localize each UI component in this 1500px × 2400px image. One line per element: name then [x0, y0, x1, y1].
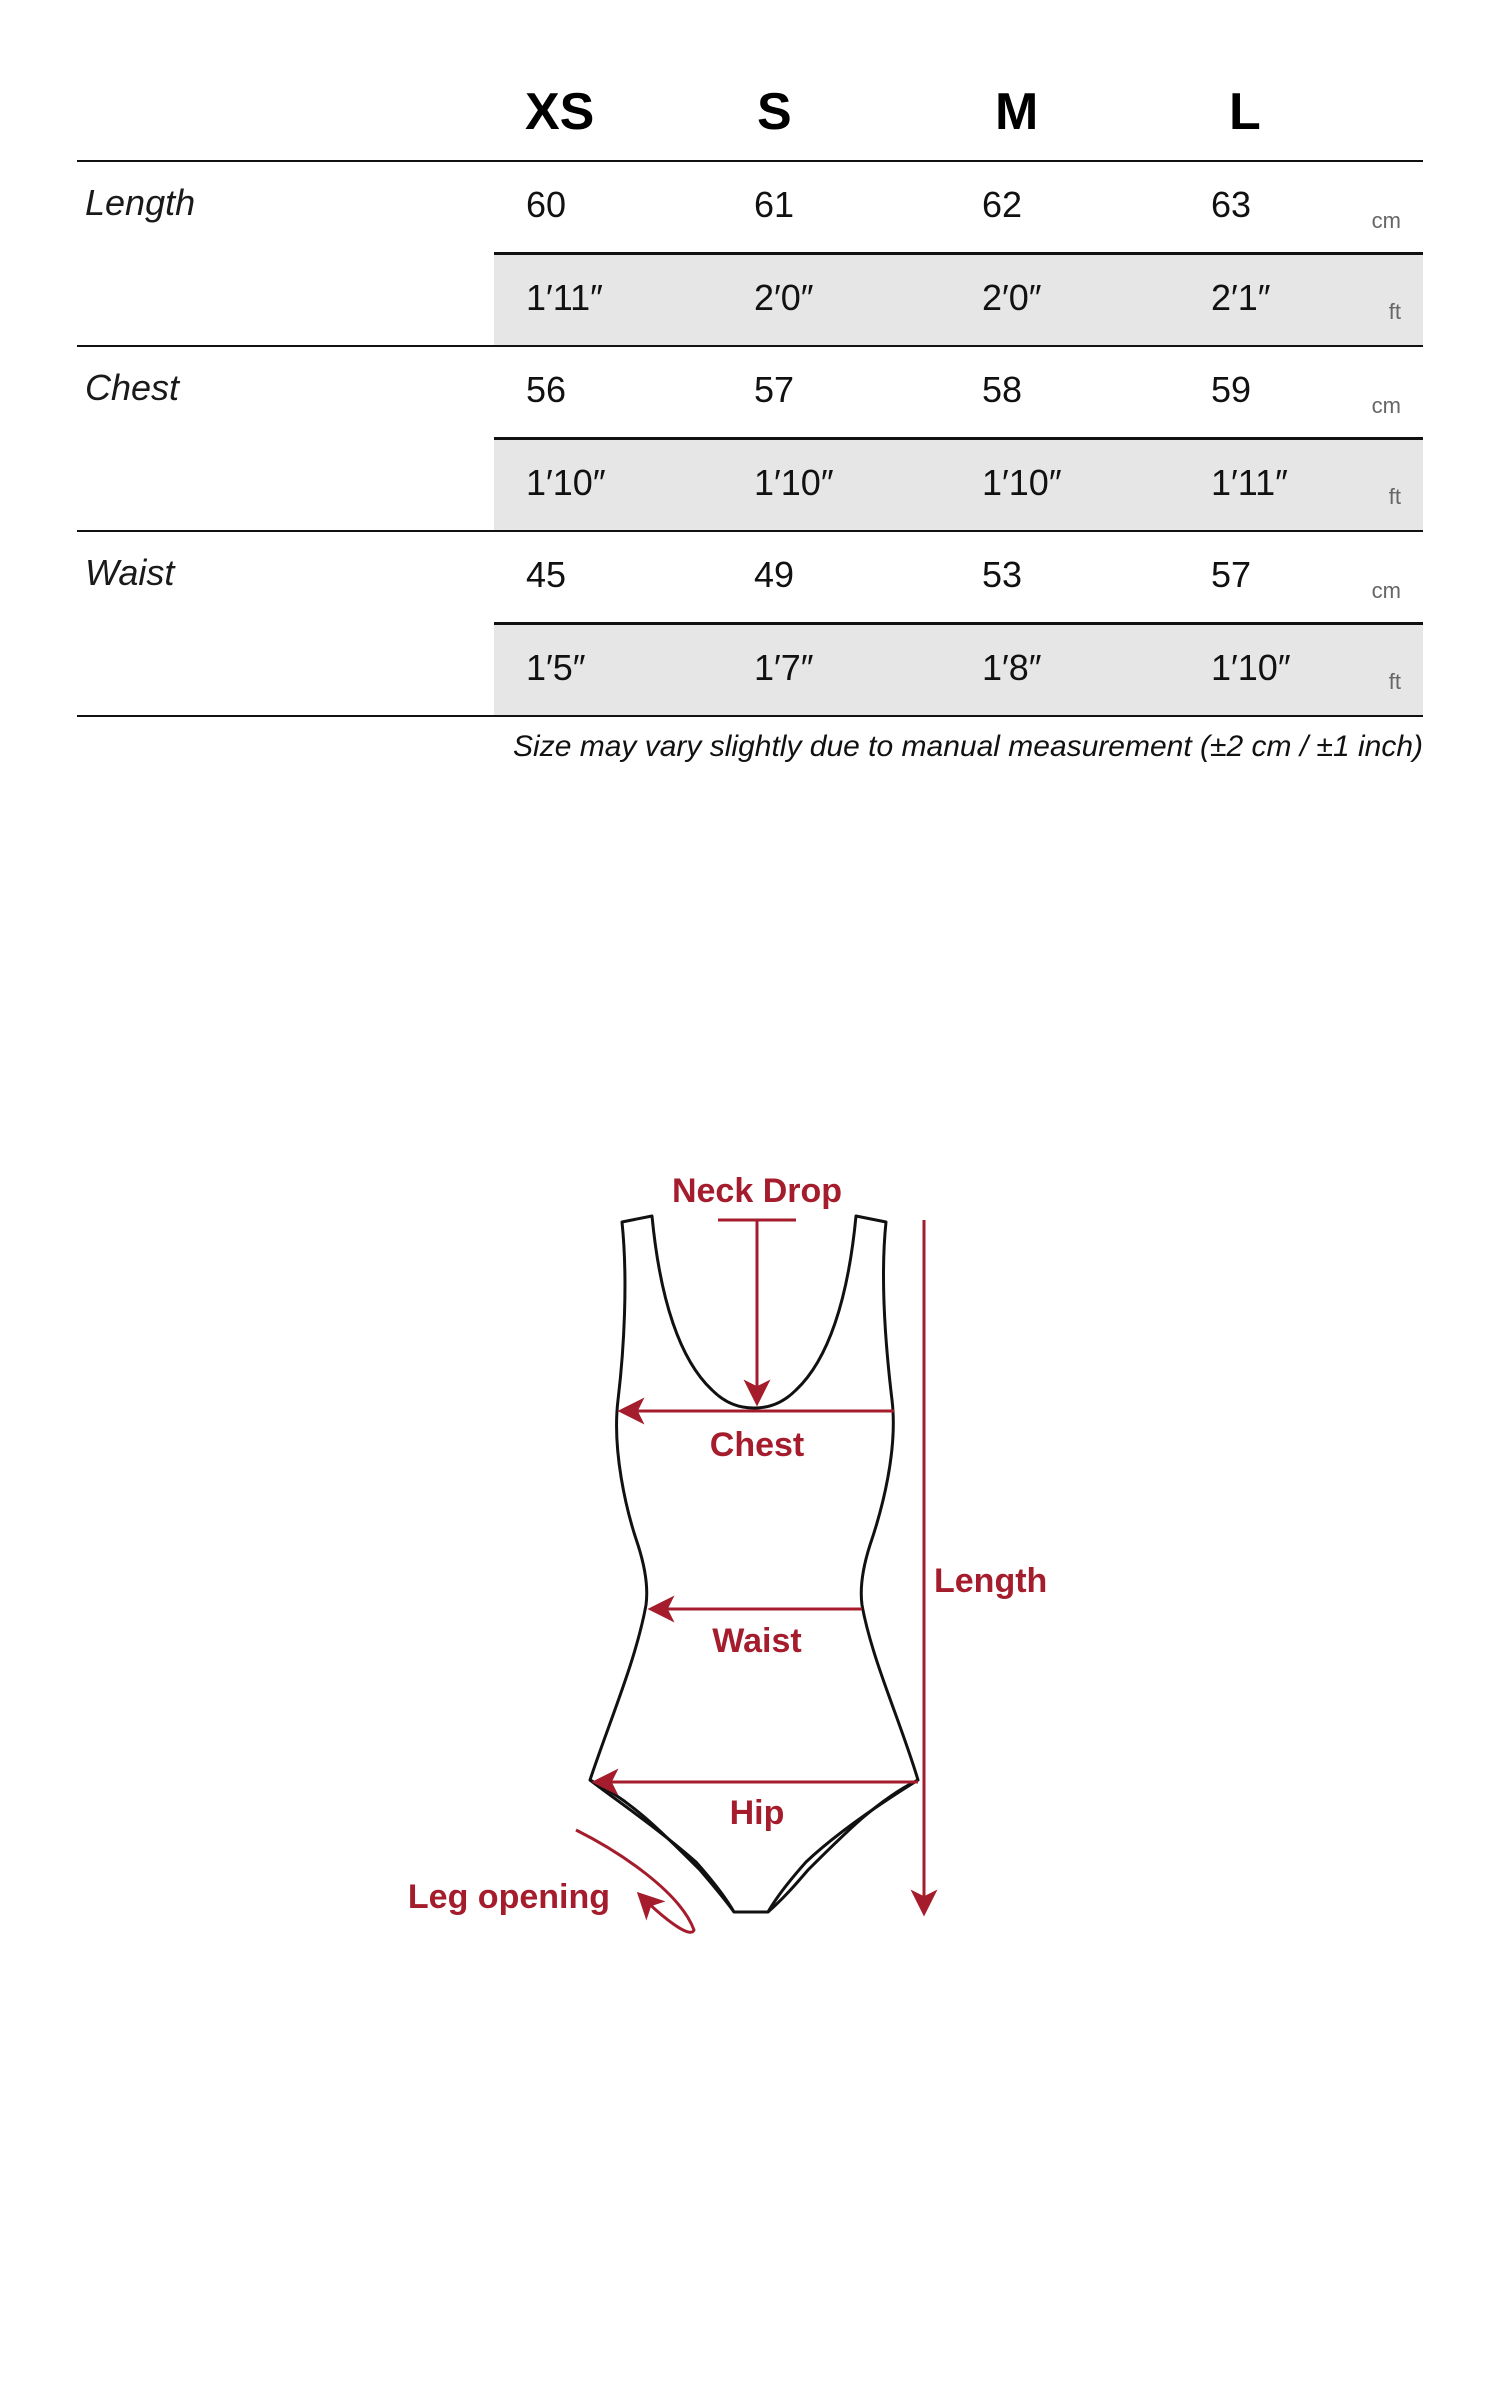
length-ft-s: 2′0″	[754, 277, 814, 318]
chest-ft-s: 1′10″	[754, 462, 834, 503]
length-cm-unit: cm	[1371, 208, 1401, 233]
waist-cm-l: 57	[1211, 554, 1252, 595]
size-chart-table	[77, 60, 1423, 763]
bodysuit-crotch-left	[590, 1780, 734, 1912]
chest-ft-xs: 1′10″	[526, 462, 606, 503]
size-header-s: S	[757, 83, 792, 141]
waist-cm-row	[494, 532, 1423, 625]
waist-cm-s: 49	[754, 554, 795, 595]
length-ft-row	[494, 255, 1423, 345]
chest-ft-l: 1′11″	[1211, 462, 1288, 503]
length-cm-xs: 60	[526, 184, 567, 225]
size-header-m: M	[995, 83, 1039, 141]
chest-cm-row	[494, 347, 1423, 440]
leg-opening-label: Leg opening	[407, 1878, 610, 1916]
chest-cm-l: 59	[1211, 369, 1252, 410]
chest-ft-m: 1′10″	[982, 462, 1062, 503]
waist-label: Waist	[712, 1622, 802, 1660]
waist-cm-m: 53	[982, 554, 1023, 595]
waist-ft-xs: 1′5″	[526, 647, 586, 688]
measurement-label-length: Length	[85, 182, 196, 223]
measurement-diagram	[0, 1100, 1500, 2000]
waist-ft-row	[494, 625, 1423, 715]
length-ft-xs: 1′11″	[526, 277, 603, 318]
size-header-row	[77, 60, 1423, 162]
length-cm-row	[494, 162, 1423, 255]
size-header-l: L	[1229, 83, 1261, 141]
waist-cm-xs: 45	[526, 554, 567, 595]
size-header-xs: XS	[525, 83, 595, 141]
measurement-label-chest: Chest	[85, 367, 180, 408]
hip-label: Hip	[729, 1794, 785, 1832]
waist-ft-s: 1′7″	[754, 647, 814, 688]
waist-cm-unit: cm	[1371, 578, 1401, 603]
bodysuit-crotch-right	[768, 1780, 918, 1912]
length-cm-m: 62	[982, 184, 1023, 225]
chest-cm-unit: cm	[1371, 393, 1401, 418]
chest-cm-xs: 56	[526, 369, 567, 410]
neck-drop-label: Neck Drop	[671, 1172, 843, 1210]
length-cm-s: 61	[754, 184, 795, 225]
chest-ft-row	[494, 440, 1423, 530]
waist-ft-unit: ft	[1388, 669, 1401, 694]
length-ft-m: 2′0″	[982, 277, 1042, 318]
waist-ft-m: 1′8″	[982, 647, 1042, 688]
measurement-group-waist	[77, 532, 1423, 717]
measurement-label-waist: Waist	[85, 552, 175, 593]
length-ft-unit: ft	[1388, 299, 1401, 324]
measurement-note: Size may vary slightly due to manual measurement (±2 cm / ±1 inch)	[513, 730, 1423, 763]
chest-cm-m: 58	[982, 369, 1023, 410]
length-label: Length	[934, 1562, 1048, 1600]
length-ft-l: 2′1″	[1211, 277, 1271, 318]
chest-label: Chest	[709, 1426, 805, 1464]
chest-ft-unit: ft	[1388, 484, 1401, 509]
chest-cm-s: 57	[754, 369, 795, 410]
length-cm-l: 63	[1211, 184, 1252, 225]
measurement-group-chest	[77, 347, 1423, 532]
waist-ft-l: 1′10″	[1211, 647, 1291, 688]
measurement-group-length	[77, 162, 1423, 347]
